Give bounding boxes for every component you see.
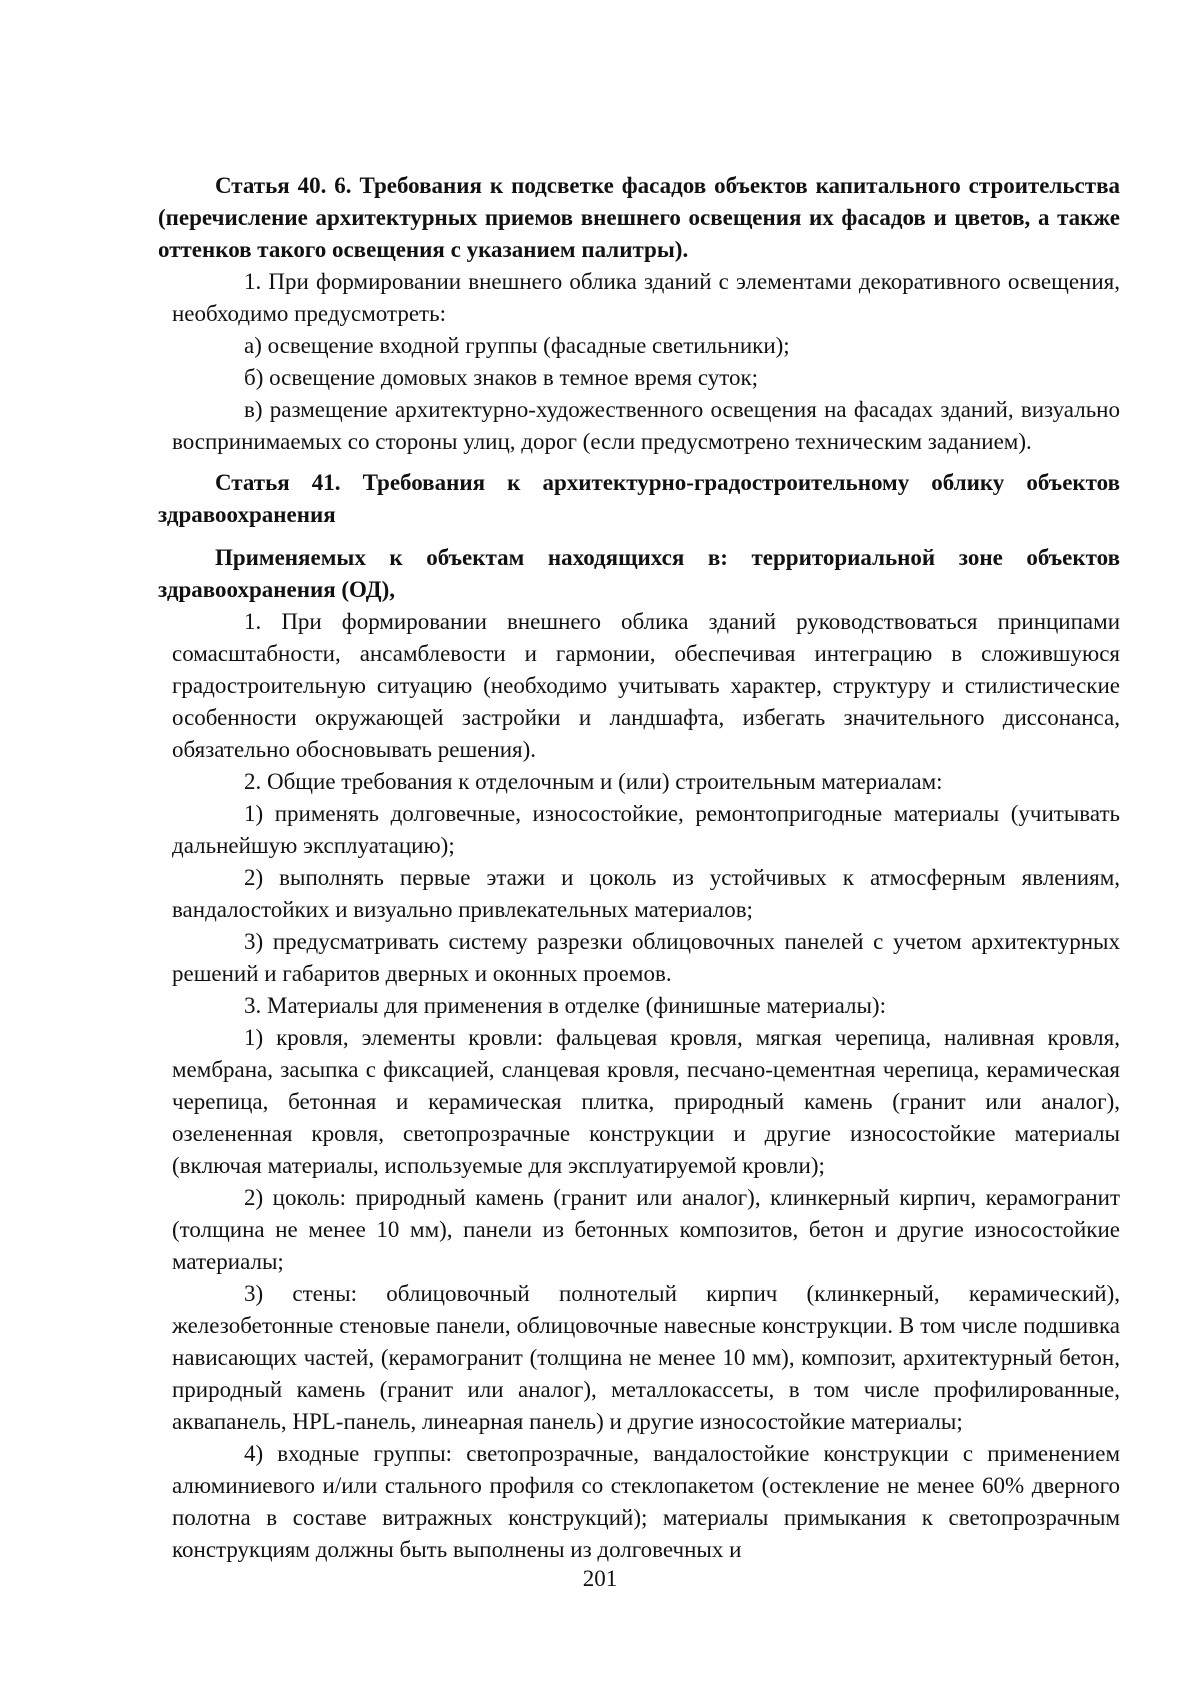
article-41-paragraph: 1) применять долговечные, износостойкие, ремонтопригодные материалы (учитывать дальнейшую эксплуатацию); xyxy=(172,801,1120,858)
article-41-paragraph: 2) цоколь: природный камень (гранит или аналог), клинкерный кирпич, керамогранит (толщина не менее 10 мм), панели из бетонных композитов, бетон и другие износостойкие материалы; xyxy=(172,1185,1120,1274)
article-41-paragraph: 4) входные группы: светопрозрачные, вандалостойкие конструкции с применением алюминиевого и/или стального профиля со стеклопакетом (остекление не менее 60% дверного полотна в составе витражных конструкций); материалы примыкания к светопрозрачным конструкциям должны быть выполнены из долговечных и xyxy=(172,1441,1120,1562)
article-41-subheading: Применяемых к объектам находящихся в: территориальной зоне объектов здравоохранения (ОД), xyxy=(158,545,1120,602)
article-41-paragraph: 3. Материалы для применения в отделке (финишные материалы): xyxy=(244,993,886,1018)
article-40-heading: Статья 40. 6. Требования к подсветке фасадов объектов капитального строительства (перечисление архитектурных приемов внешнего освещения их фасадов и цветов, а также оттенков такого освещения с указанием палитры). xyxy=(158,173,1120,262)
article-41-paragraph: 3) стены: облицовочный полнотелый кирпич (клинкерный, керамический), железобетонные стеновые панели, облицовочные навесные конструкции. В том числе подшивка нависающих частей, (керамогранит (толщина не менее 10 мм), композит, архитектурный бетон, природный камень (гранит или аналог), металлокассеты, в том числе профилированные, аквапанель, HPL-панель, линеарная панель) и другие износостойкие материалы; xyxy=(172,1281,1120,1434)
article-41-paragraph: 3) предусматривать систему разрезки облицовочных панелей с учетом архитектурных решений и габаритов дверных и оконных проемов. xyxy=(172,929,1120,986)
article-40-paragraph-b: б) освещение домовых знаков в темное время суток; xyxy=(244,365,759,390)
page-number: 201 xyxy=(582,1566,618,1591)
article-41-paragraph: 1) кровля, элементы кровли: фальцевая кровля, мягкая черепица, наливная кровля, мембрана, засыпка с фиксацией, сланцевая кровля, песчано-цементная черепица, керамическая черепица, бетонная и керамическая плитка, природный камень (гранит или аналог), озелененная кровля, светопрозрачные конструкции и другие износостойкие материалы (включая материалы, используемые для эксплуатируемой кровли); xyxy=(172,1025,1120,1178)
article-41-heading: Статья 41. Требования к архитектурно-градостроительному облику объектов здравоохранения xyxy=(158,470,1120,527)
article-40-paragraph-v: в) размещение архитектурно-художественного освещения на фасадах зданий, визуально воспринимаемых со стороны улиц, дорог (если предусмотрено техническим заданием). xyxy=(172,397,1120,454)
article-40-paragraph-1: 1. При формировании внешнего облика зданий с элементами декоративного освещения, необходимо предусмотреть: xyxy=(172,269,1120,326)
document-page xyxy=(158,170,1120,1566)
article-40-paragraph-a: а) освещение входной группы (фасадные светильники); xyxy=(244,333,790,358)
article-41-paragraph: 2) выполнять первые этажи и цоколь из устойчивых к атмосферным явлениям, вандалостойких и визуально привлекательных материалов; xyxy=(172,865,1120,922)
article-41-paragraph: 1. При формировании внешнего облика зданий руководствоваться принципами сомасштабности, ансамблевости и гармонии, обеспечивая интеграцию в сложившуюся градостроительную ситуацию (необходимо учитывать характер, структуру и стилистические особенности окружающей застройки и ландшафта, избегать значительного диссонанса, обязательно обосновывать решения). xyxy=(172,609,1120,762)
article-41-paragraph: 2. Общие требования к отделочным и (или) строительным материалам: xyxy=(244,769,943,794)
